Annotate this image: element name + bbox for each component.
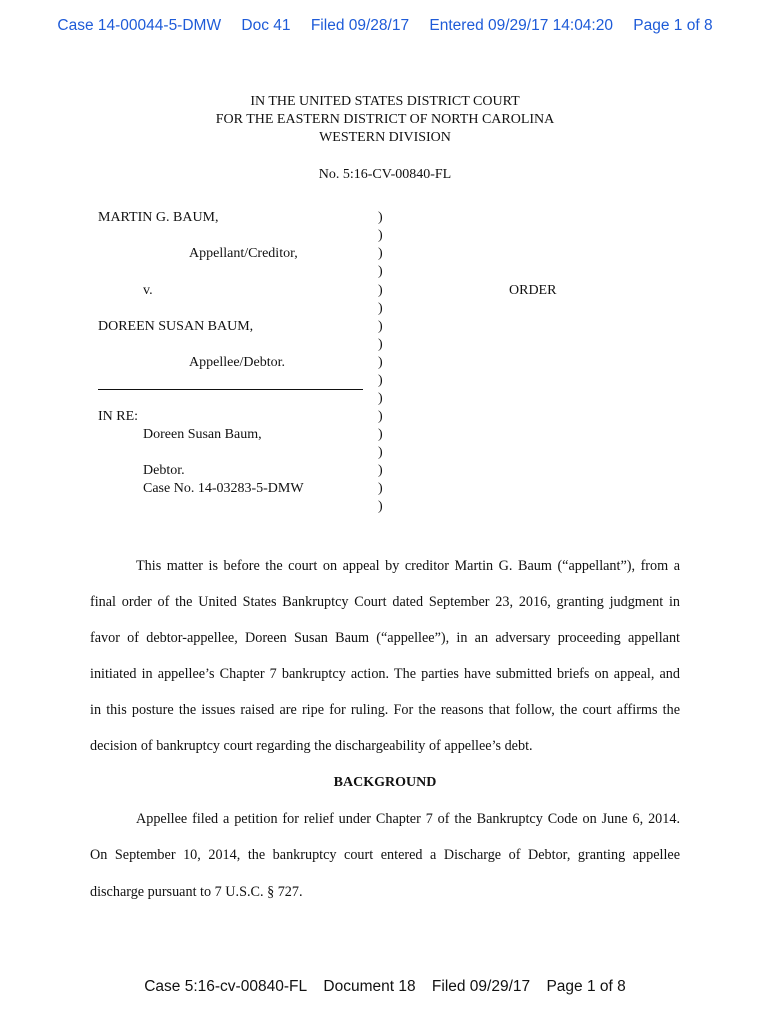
in-re-label: IN RE: [98,409,139,424]
court-name-line: IN THE UNITED STATES DISTRICT COURT [250,94,520,109]
body-line: in this posture the issues raised are ripe for ruling. For the reasons that follow, the court affirms the [90,702,680,718]
caption-paren: ) [378,445,383,460]
caption-paren: ) [378,319,383,334]
court-district-line: FOR THE EASTERN DISTRICT OF NORTH CAROLINA [215,112,555,127]
header-filing-stamp [0,17,770,35]
order-title: ORDER [509,283,557,298]
footer-page-count: Page 1 of 8 [546,978,626,995]
caption-paren: ) [378,246,383,261]
court-division-line: WESTERN DIVISION [319,130,451,145]
caption-paren: ) [378,337,383,352]
appellant-name: MARTIN G. BAUM, [98,210,219,225]
header-filed-date: Filed 09/28/17 [310,17,410,34]
caption-paren: ) [378,373,383,388]
caption-paren: ) [378,391,383,406]
caption-paren: ) [378,409,383,424]
body-line: On September 10, 2014, the bankruptcy court entered a Discharge of Debtor, granting appellee [90,847,680,863]
body-line: final order of the United States Bankruptcy Court dated September 23, 2016, granting judgment in [90,594,680,610]
caption-paren: ) [378,499,383,514]
appellee-role: Appellee/Debtor. [189,355,286,370]
body-line: favor of debtor-appellee, Doreen Susan Baum (“appellee”), in an adversary proceeding appellant [90,630,680,646]
caption-divider [98,389,363,390]
body-line: Appellee filed a petition for relief under Chapter 7 of the Bankruptcy Code on June 6, 2014. [136,811,680,827]
header-entered-date: Entered 09/29/17 14:04:20 [429,17,613,34]
footer-filing-stamp [0,978,770,996]
debtor-name: Doreen Susan Baum, [143,427,262,442]
caption-paren: ) [378,427,383,442]
caption-paren: ) [378,301,383,316]
debtor-label: Debtor. [143,463,185,478]
caption-paren: ) [378,228,383,243]
caption-paren: ) [378,264,383,279]
versus-label: v. [143,283,153,298]
footer-case-number: Case 5:16-cv-00840-FL [144,978,308,995]
caption-paren: ) [378,355,383,370]
body-line: decision of bankruptcy court regarding the dischargeability of appellee’s debt. [90,738,533,754]
caption-paren: ) [378,210,383,225]
header-doc-number: Doc 41 [241,17,291,34]
caption-paren: ) [378,463,383,478]
bankruptcy-case-number: Case No. 14-03283-5-DMW [143,481,304,496]
caption-paren: ) [378,283,383,298]
body-line: This matter is before the court on appeal by creditor Martin G. Baum (“appellant”), from a [136,558,680,574]
footer-filed-date: Filed 09/29/17 [431,978,531,995]
header-page-count: Page 1 of 8 [633,17,713,34]
body-line: discharge pursuant to 7 U.S.C. § 727. [90,884,303,900]
appellee-name: DOREEN SUSAN BAUM, [98,319,254,334]
appellant-role: Appellant/Creditor, [189,246,298,261]
caption-paren: ) [378,481,383,496]
section-heading: BACKGROUND [333,775,437,790]
footer-document-number: Document 18 [323,978,416,995]
header-case-number: Case 14-00044-5-DMW [57,17,222,34]
case-number: No. 5:16-CV-00840-FL [318,167,452,182]
body-line: initiated in appellee’s Chapter 7 bankruptcy action. The parties have submitted briefs on appeal, and [90,666,680,682]
